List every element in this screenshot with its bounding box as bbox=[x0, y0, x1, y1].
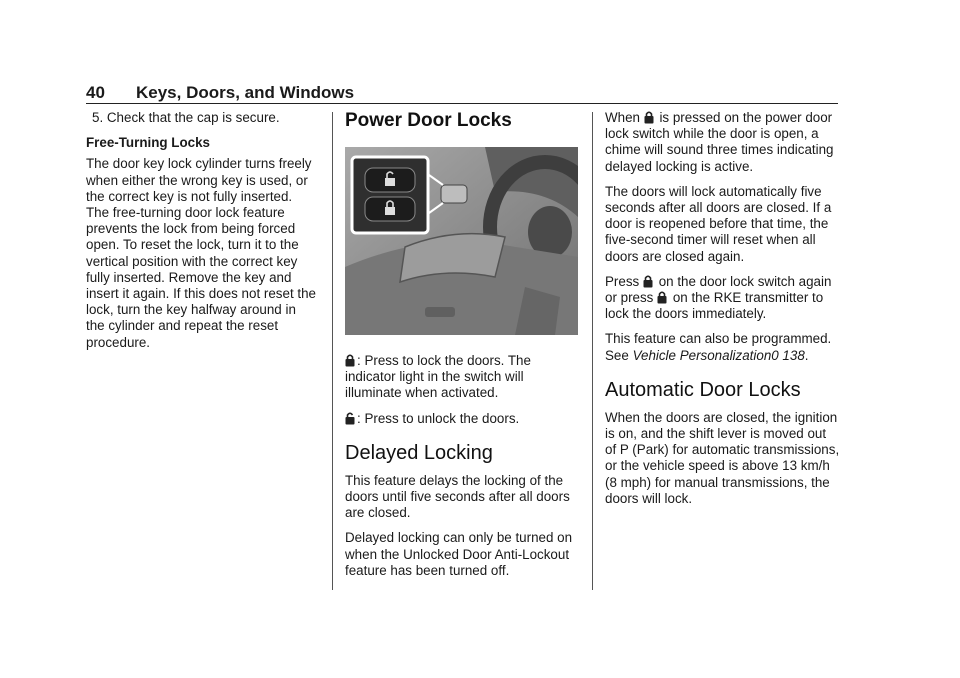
col3-paragraph-3 bbox=[605, 274, 840, 323]
col3-p1-start: When bbox=[605, 110, 640, 125]
column-2 bbox=[345, 110, 580, 588]
lock-icon bbox=[657, 290, 669, 305]
lock-item bbox=[345, 353, 580, 402]
page-number: 40 bbox=[86, 83, 105, 102]
col3-paragraph-2: The doors will lock automatically five seconds after all doors are closed. If a door is reopened before that time, the five-second timer will reset when all doors are closed again. bbox=[605, 183, 832, 264]
free-turning-paragraph: The door key lock cylinder turns freely when either the wrong key is used, or the correct key is not fully inserted. The free-turning door lock feature prevents the lock from being forced open. To reset the lock, turn it to the vertical position with the correct key fully inserted. Remove the key and insert it again. If this does not reset the lock, turn the key halfway around in the cylinder and repeat the reset procedure. bbox=[86, 156, 317, 350]
power-door-locks-heading: Power Door Locks bbox=[345, 110, 512, 131]
col3-p3-middle: on the door lock switch again or press bbox=[605, 273, 832, 306]
page-reference[interactable]: 0 138 bbox=[771, 347, 805, 363]
column-divider-2 bbox=[592, 112, 593, 590]
column-divider-1 bbox=[332, 112, 333, 590]
door-lock-switch-photo bbox=[345, 147, 578, 335]
delayed-paragraph-2: Delayed locking can only be turned on when the Unlocked Door Anti-Lockout feature has been turned off. bbox=[345, 530, 573, 578]
col3-p4-end: . bbox=[804, 347, 809, 363]
lock-icon bbox=[345, 353, 357, 368]
lock-icon bbox=[643, 274, 655, 289]
col3-p3-start: Press bbox=[605, 273, 640, 289]
automatic-paragraph: When the doors are closed, the ignition is on, and the shift lever is moved out of P (Park) for automatic transmissions, or the vehicle speed is above 13 km/h (8 mph) for manual transmissions, the doors will lock. bbox=[605, 409, 840, 506]
lock-icon bbox=[644, 110, 656, 125]
header-rule bbox=[86, 103, 838, 104]
vehicle-personalization-link[interactable]: Vehicle Personalization bbox=[632, 347, 772, 363]
col3-p3-end: on the RKE transmitter to lock the doors immediately. bbox=[605, 290, 824, 322]
col3-p1-rest: is pressed on the power door lock switch while the door is open, a chime will sound three times indicating delayed locking is active. bbox=[605, 110, 834, 174]
automatic-door-locks-heading: Automatic Door Locks bbox=[605, 378, 801, 401]
page-header bbox=[86, 83, 838, 107]
lock-item-text: : Press to lock the doors. The indicator light in the switch will illuminate when activated. bbox=[345, 353, 531, 401]
delayed-paragraph-1: This feature delays the locking of the doors until five seconds after all doors are closed. bbox=[345, 472, 570, 521]
column-1 bbox=[86, 110, 318, 360]
unlock-icon bbox=[345, 411, 357, 426]
col3-paragraph-4 bbox=[605, 331, 840, 363]
col3-paragraph-1 bbox=[605, 110, 840, 175]
unlock-item bbox=[345, 411, 580, 427]
free-turning-locks-heading: Free-Turning Locks bbox=[86, 135, 211, 151]
section-title: Keys, Doors, and Windows bbox=[136, 83, 355, 102]
step-5: 5. Check that the cap is secure. bbox=[92, 110, 280, 125]
column-3 bbox=[605, 110, 840, 516]
delayed-locking-heading: Delayed Locking bbox=[345, 441, 493, 464]
unlock-item-text: : Press to unlock the doors. bbox=[357, 410, 520, 426]
col3-p4-start: This feature can also be programmed. See bbox=[605, 331, 832, 363]
